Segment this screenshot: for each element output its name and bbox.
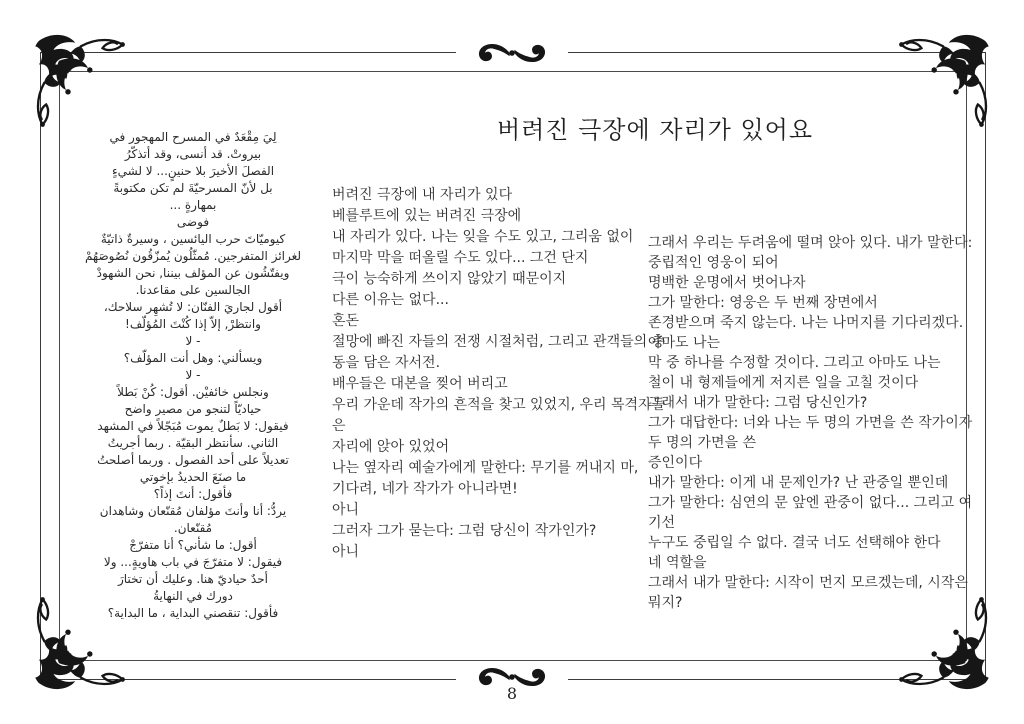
poem-line: تعديلاً على أحد الفصول . وربما أصلحتُ (97, 453, 289, 467)
poem-line: بل لأنّ المسرحيّةَ لم تكن مكتوبةً (113, 181, 273, 195)
poem-line: مُقنّعان. (173, 521, 213, 535)
poem-line: 명백한 운명에서 벗어나자 (648, 275, 806, 291)
poem-line: 내 자리가 있다. 나는 잊을 수도 있고, 그리움 없이 (332, 229, 634, 245)
poem-line: 나는 옆자리 예술가에게 말한다: 무기를 꺼내지 마, (332, 460, 639, 476)
poem-line: 막 중 하나를 수정할 것이다. 그리고 아마도 나는 (648, 355, 941, 371)
poem-line: 중립적인 영웅이 되어 (648, 255, 779, 271)
poem-line: أقول لجاريَ الفنّان: لا تُشهِر سلاحك، (103, 300, 283, 314)
poem-line: 배우들은 대본을 찢어 버리고 (332, 376, 508, 392)
arabic-poem-column (80, 129, 306, 622)
poem-line: 그러자 그가 묻는다: 그럼 당신이 작가인가? (332, 523, 597, 539)
poem-line: 증인이다 (648, 455, 703, 471)
page-title: 버려진 극장에 자리가 있어요 (496, 116, 814, 144)
poem-line: 버려진 극장에 내 자리가 있다 (332, 187, 513, 203)
poem-line: 극이 능숙하게 쓰이지 않았기 때문이지 (332, 271, 567, 287)
poem-line: 은 (332, 418, 346, 434)
poem-line: 절망에 빠진 자들의 전쟁 시절처럼, 그리고 관객들의 충 (332, 334, 666, 350)
poem-line: حياديّاً لتنجو من مصير واضح (124, 402, 262, 416)
poem-line: كيوميّاتَ حرب اليائسين ، وسيرةٌ ذاتيّةٌ (100, 232, 286, 246)
poem-line: 기다려, 네가 작가가 아니라면! (332, 481, 518, 497)
poem-line: فأقول: تنقصني البداية ، ما البداية؟ (107, 606, 279, 620)
poem-line: 그가 말한다: 심연의 문 앞엔 관중이 없다... 그리고 여 (648, 495, 973, 511)
poem-line: 그가 말한다: 영웅은 두 번째 장면에서 (648, 295, 878, 311)
top-center-scroll-icon (456, 40, 568, 66)
poem-line: 베를루트에 있는 버려진 극장에 (332, 208, 522, 224)
poem-line: 마지막 막을 떠올릴 수도 있다... 그건 단지 (332, 250, 589, 266)
poem-line: 그래서 내가 말한다: 시작이 먼지 모르겠는데, 시작은 (648, 575, 968, 591)
poem-line: 혼돈 (332, 313, 360, 329)
poem-line: ونجلس خائفيْن. أقول: كُنْ بَطلاً (117, 385, 269, 399)
poem-line: 우리 가운데 작가의 흔적을 찾고 있었지, 우리 목격자들 (332, 397, 666, 413)
poem-line: ويفتّشُون عن المؤلف بيننا, نحن الشهودْ (96, 266, 290, 280)
poem-line: 동을 담은 자서전. (332, 355, 441, 371)
poem-line: لغرائز المتفرجين. مُمثّلُون يُمزّقُون نُصُوصَهُمْ (84, 249, 302, 263)
poem-line: 자리에 앉아 있었어 (332, 439, 450, 455)
poem-line: 아니 (332, 502, 360, 518)
poem-line: - لا (185, 334, 201, 348)
poem-line: 철이 내 형제들에게 저지른 일을 고칠 것이다 (648, 375, 919, 391)
poem-line: 뭐지? (648, 595, 683, 611)
corner-flourish-top-left-icon (28, 30, 128, 130)
poem-line: الجالسين على مقاعدنا. (135, 283, 251, 297)
poem-line: 내가 말한다: 이게 내 문제인가? 난 관중일 뿐인데 (648, 475, 949, 491)
poem-line: فيقول: لا متفرّجَ في باب هاويةٍ... ولا (103, 555, 283, 569)
poem-line: - لا (185, 368, 201, 382)
poem-line: يردُّ: أنا وأنتَ مؤلفان مُقنّعان وشاهدان (99, 504, 287, 518)
poem-line: 누구도 중립일 수 없다. 결국 너도 선택해야 한다 (648, 535, 941, 551)
poem-line: الثاني. سأنتظر البقيّة . ربما أجريتُ (107, 436, 279, 450)
poem-line: 존경받으며 죽지 않는다. 나는 나머지를 기다리겠다. (648, 315, 964, 331)
poem-line: 그래서 우리는 두려움에 떨며 앉아 있다. 내가 말한다: (648, 235, 973, 251)
poem-line: 그래서 내가 말한다: 그럼 당신인가? (648, 395, 868, 411)
poem-line: فأقول: أنتَ إذاً؟ (153, 487, 233, 501)
poem-line: 아니 (332, 544, 360, 560)
poem-line: ما صنَعَ الحديدُ بإخوتي (139, 470, 247, 484)
poem-line: بمهارةٍ ... (169, 198, 217, 212)
poem-line: دورك في النهايةُ (153, 589, 233, 603)
poem-line: فيقول: لا بَطلٌ يموت مُبَجّلاً في المشهد (97, 419, 289, 433)
poem-line: أقول: ما شأني؟ أنا متفرّجْ (129, 538, 257, 552)
poem-line: 다른 이유는 없다... (332, 292, 449, 308)
poem-line: 아마도 나는 (648, 335, 721, 351)
poem-line: فوضى (176, 215, 210, 229)
poem-line: لِيَ مِقْعَدٌ في المسرح المهجور في (109, 130, 277, 144)
poem-line: 네 역할을 (648, 555, 707, 571)
page-number: 8 (506, 684, 518, 703)
poem-line: بيروتْ. قد أنسى، وقد أتذكّرُ (124, 147, 262, 161)
poem-line: 기선 (648, 515, 676, 531)
poem-line: 두 명의 가면을 쓴 (648, 435, 757, 451)
poem-line: ويسألني: وهل أنت المؤلّف؟ (123, 351, 263, 365)
korean-poem-column-right (648, 233, 973, 613)
poem-line: وانتظرْ, إلاّ إذا كُنْتَ المُؤلّف! (125, 317, 261, 331)
poem-line: 그가 대답한다: 너와 나는 두 명의 가면을 쓴 작가이자 (648, 415, 973, 431)
poem-line: أحدٌ حياديّ هنا. وعليك أن تختارَ (118, 572, 268, 586)
poem-line: الفصلَ الأخيرَ بلا حنينٍ... لا لشيءٍ (111, 164, 275, 178)
